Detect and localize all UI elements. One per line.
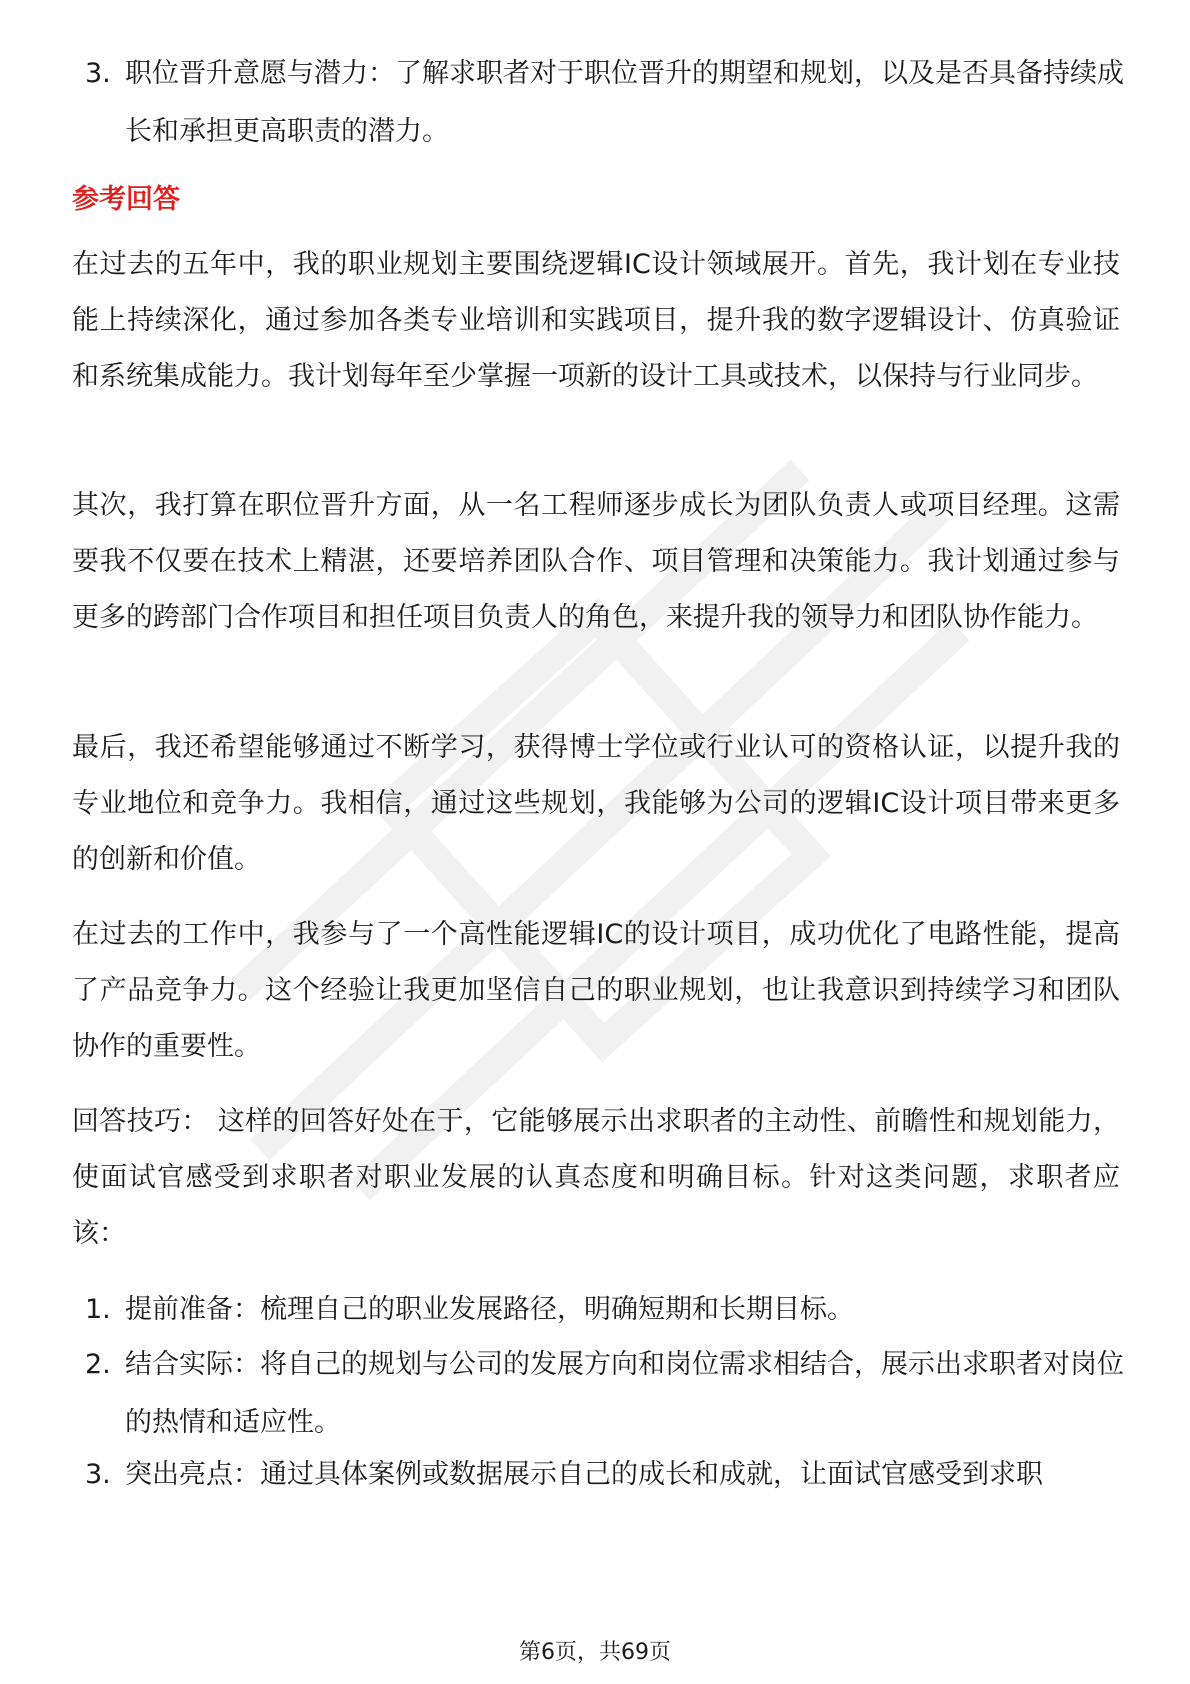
list-label: 提前准备： <box>125 1294 260 1325</box>
tips-intro-paragraph: 回答技巧： 这样的回答好处在于，它能够展示出求职者的主动性、前瞻性和规划能力，使面试官感受到求职者对职业发展的认真态度和明确目标。针对这类问题，求职者应该： <box>72 1106 1120 1249</box>
list-text <box>125 1281 1125 1339</box>
paragraph: 在过去的五年中，我的职业规划主要围绕逻辑IC设计领域展开。首先，我计划在专业技能上持续深化，通过参加各类专业培训和实践项目，提升我的数字逻辑设计、仿真验证和系统集成能力。我计划每年至少掌握一项新的设计工具或技术，以保持与行业同步。 <box>72 249 1120 392</box>
paragraph: 最后，我还希望能够通过不断学习，获得博士学位或行业认可的资格认证，以提升我的专业地位和竞争力。我相信，通过这些规划，我能够为公司的逻辑IC设计项目带来更多的创新和价值。 <box>72 732 1120 875</box>
list-body: 了解求职者对于职位晋升的期望和规划，以及是否具备持续成长和承担更高职责的潜力。 <box>125 58 1124 147</box>
list-number: 3. <box>85 1459 111 1490</box>
list-body: 将自己的规划与公司的发展方向和岗位需求相结合，展示出求职者对岗位的热情和适应性。 <box>125 1349 1124 1438</box>
list-item <box>85 1281 1125 1339</box>
answer-heading: 参考回答 <box>72 184 180 215</box>
list-body: 通过具体案例或数据展示自己的成长和成就，让面试官感受到求职 <box>260 1459 1043 1490</box>
list-item <box>85 45 1125 161</box>
list-item <box>85 1336 1125 1452</box>
list-text <box>125 1446 1125 1504</box>
list-text <box>125 1336 1125 1452</box>
list-number: 3. <box>85 58 111 89</box>
list-number: 1. <box>85 1294 111 1325</box>
list-body: 梳理自己的职业发展路径，明确短期和长期目标。 <box>260 1294 854 1325</box>
paragraph: 在过去的工作中，我参与了一个高性能逻辑IC的设计项目，成功优化了电路性能，提高了产品竞争力。这个经验让我更加坚信自己的职业规划，也让我意识到持续学习和团队协作的重要性。 <box>72 919 1120 1062</box>
paragraph: 其次，我打算在职位晋升方面，从一名工程师逐步成长为团队负责人或项目经理。这需要我不仅要在技术上精湛，还要培养团队合作、项目管理和决策能力。我计划通过参与更多的跨部门合作项目和担任项目负责人的角色，来提升我的领导力和团队协作能力。 <box>72 490 1120 633</box>
page-footer: 第6页，共69页 <box>519 1640 671 1665</box>
list-text <box>125 45 1125 161</box>
list-item <box>85 1446 1125 1504</box>
list-label: 职位晋升意愿与潜力： <box>125 58 395 89</box>
list-label: 突出亮点： <box>125 1459 260 1490</box>
list-label: 结合实际： <box>125 1349 260 1380</box>
list-number: 2. <box>85 1349 111 1380</box>
